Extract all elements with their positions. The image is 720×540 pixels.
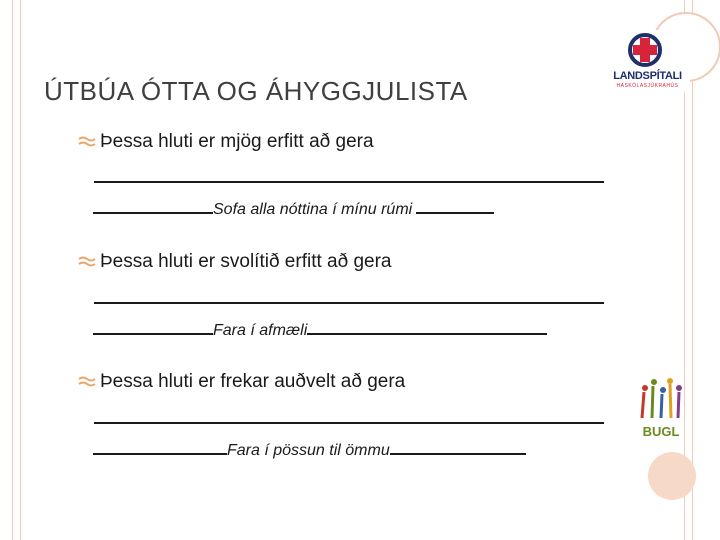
bugl-figures-icon [636, 378, 686, 422]
example-text: Sofa alla nóttina í mínu rúmi [213, 201, 413, 218]
blank-line [94, 181, 604, 183]
blank-line [94, 302, 604, 304]
bullet-wave-icon [78, 255, 96, 269]
bullet-heading: Þessa hluti er frekar auðvelt að gera [100, 371, 406, 392]
blank-underline [416, 196, 494, 214]
blank-underline [390, 437, 526, 455]
decor-line-left-2 [20, 0, 21, 540]
example-line-3 [93, 437, 526, 460]
blank-underline [93, 196, 213, 214]
blank-underline [307, 317, 547, 335]
landspitali-name: LANDSPÍTALI [613, 70, 682, 82]
landspitali-subtitle: HÁSKÓLASJÚKRAHÚS [616, 83, 679, 89]
decor-circle-bottom [648, 452, 696, 500]
example-text: Fara í afmæli [213, 322, 308, 339]
blank-underline [93, 437, 227, 455]
slide-title: ÚTBÚA ÓTTA OG ÁHYGGJULISTA [44, 76, 468, 106]
bullet-wave-icon [78, 375, 96, 389]
example-line-2 [93, 317, 547, 340]
bullet-heading: Þessa hluti er mjög erfitt að gera [100, 131, 374, 152]
blank-line [94, 422, 604, 424]
bullet-wave-icon [78, 135, 96, 149]
bullet-item-3 [78, 371, 405, 393]
decor-line-left-1 [12, 0, 13, 540]
example-text: Fara í pössun til ömmu [227, 442, 390, 459]
bullet-heading: Þessa hluti er svolítið erfitt að gera [100, 251, 392, 272]
landspitali-logo [605, 30, 690, 92]
bugl-name: BUGL [642, 424, 680, 439]
example-line-1 [93, 196, 494, 219]
bullet-item-2 [78, 251, 391, 273]
bugl-logo [636, 378, 686, 440]
blank-underline [93, 317, 213, 335]
bullet-item-1 [78, 131, 374, 153]
